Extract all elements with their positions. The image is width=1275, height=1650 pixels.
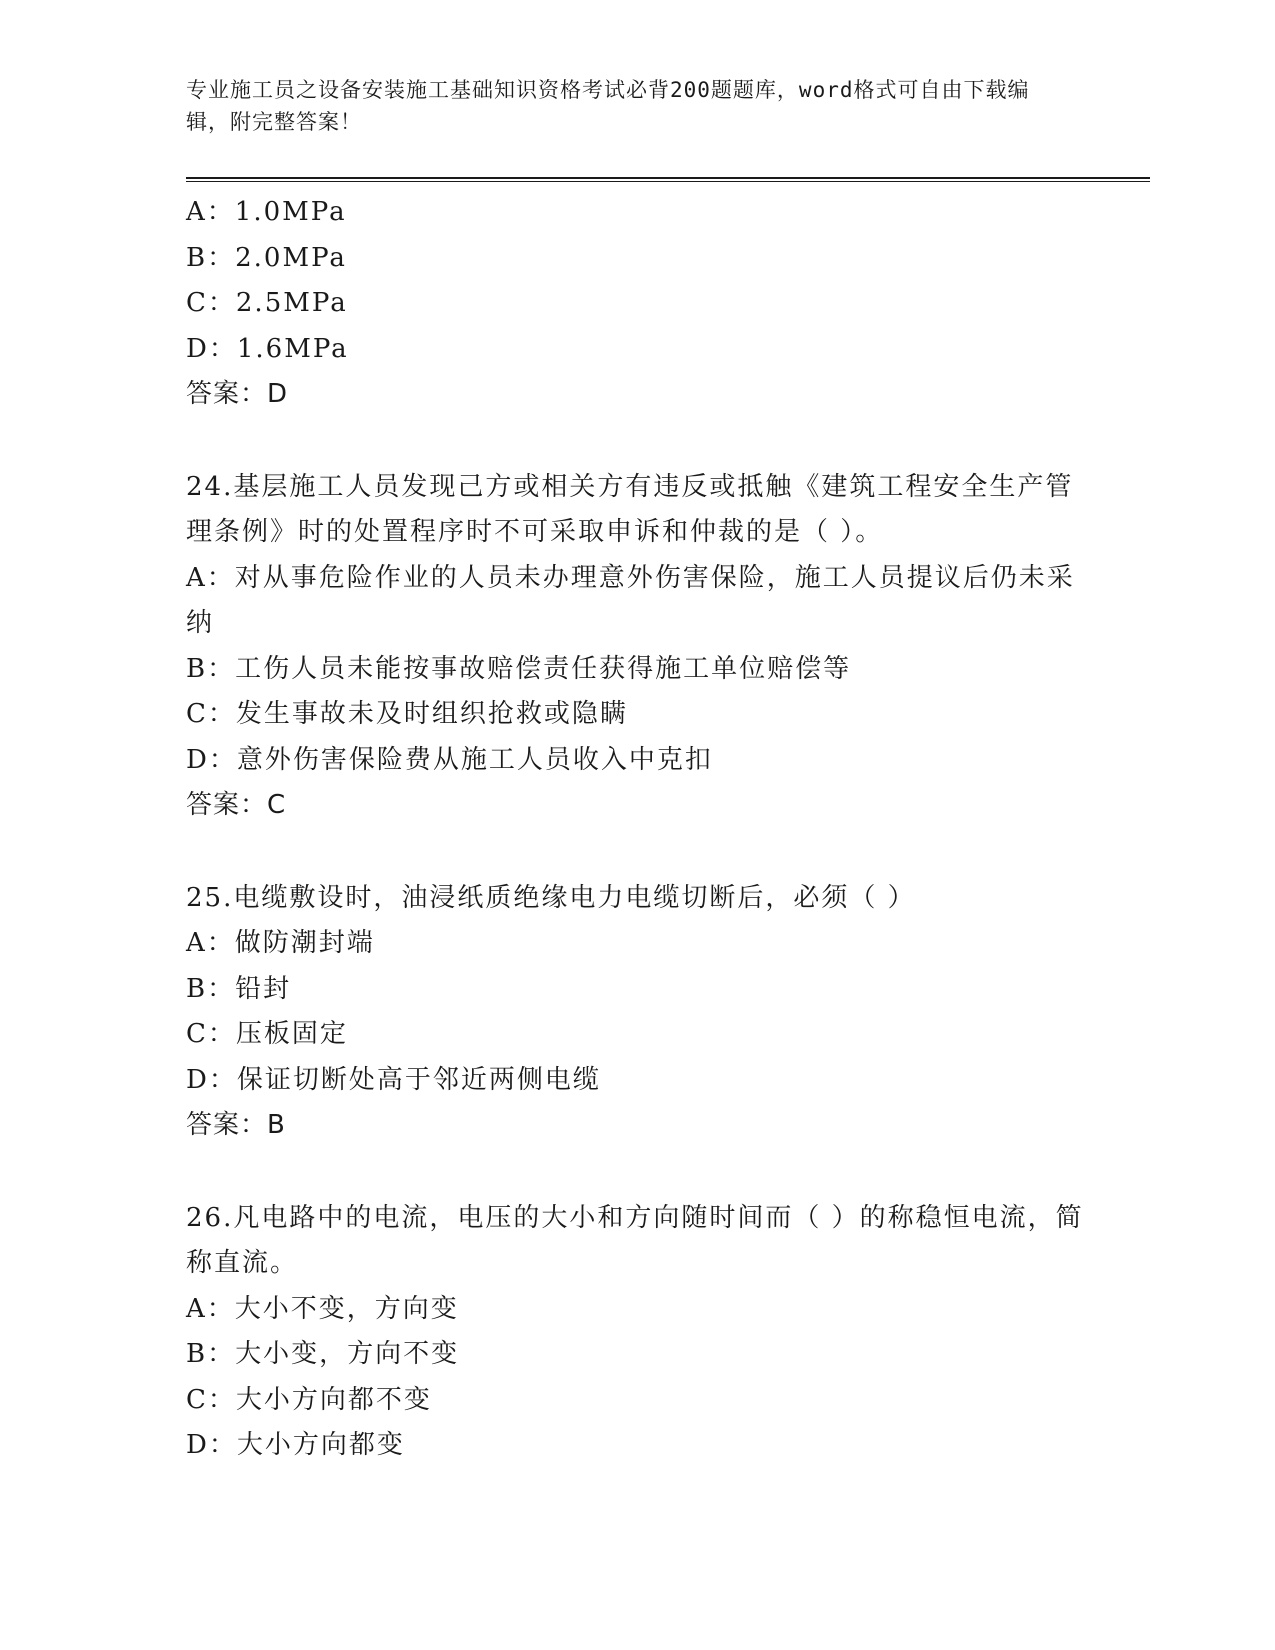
document-header: 专业施工员之设备安装施工基础知识资格考试必背200题题库，word格式可自由下载编辑，附完整答案！	[186, 78, 1030, 134]
option-a: A：对从事危险作业的人员未办理意外伤害保险，施工人员提议后仍未采纳	[186, 562, 1075, 638]
header-rule-thick	[186, 177, 1150, 179]
option-c: C：大小方向都不变	[186, 1384, 432, 1415]
question-block-24	[186, 465, 1086, 829]
option-b: B：工伤人员未能按事故赔偿责任获得施工单位赔偿等	[186, 653, 852, 684]
option-d: D：大小方向都变	[186, 1430, 405, 1460]
question-block-25	[186, 876, 1086, 1149]
option-b: B：2.0MPa	[186, 242, 347, 273]
option-b: B：铅封	[186, 973, 292, 1004]
spacer	[186, 1149, 1086, 1196]
spacer	[186, 418, 1086, 465]
question-list	[186, 190, 1086, 1469]
option-c: C：2.5MPa	[186, 288, 348, 318]
spacer	[186, 829, 1086, 876]
header-rule-thin	[186, 181, 1150, 182]
option-d: D：意外伤害保险费从施工人员收入中克扣	[186, 744, 713, 775]
question-text: 24.基层施工人员发现己方或相关方有违反或抵触《建筑工程安全生产管理条例》时的处置程序时不可采取申诉和仲裁的是（ ）。	[186, 471, 1074, 547]
option-a: A：1.0MPa	[186, 197, 347, 227]
answer: 答案：C	[186, 790, 287, 820]
option-d: D：保证切断处高于邻近两侧电缆	[186, 1064, 601, 1095]
header-rule	[186, 177, 1150, 183]
answer: 答案：B	[186, 1110, 286, 1140]
option-d: D：1.6MPa	[186, 333, 349, 364]
answer: 答案：D	[186, 379, 289, 409]
question-block-23	[186, 190, 1086, 418]
option-a: A：做防潮封端	[186, 928, 375, 958]
question-text: 26.凡电路中的电流，电压的大小和方向随时间而（ ）的称稳恒电流，简称直流。	[186, 1202, 1084, 1278]
option-a: A：大小不变，方向变	[186, 1293, 459, 1324]
option-b: B：大小变，方向不变	[186, 1339, 460, 1369]
question-text: 25.电缆敷设时，油浸纸质绝缘电力电缆切断后，必须（ ）	[186, 882, 916, 913]
option-c: C：发生事故未及时组织抢救或隐瞒	[186, 699, 628, 729]
question-block-26	[186, 1196, 1086, 1469]
option-c: C：压板固定	[186, 1019, 348, 1049]
